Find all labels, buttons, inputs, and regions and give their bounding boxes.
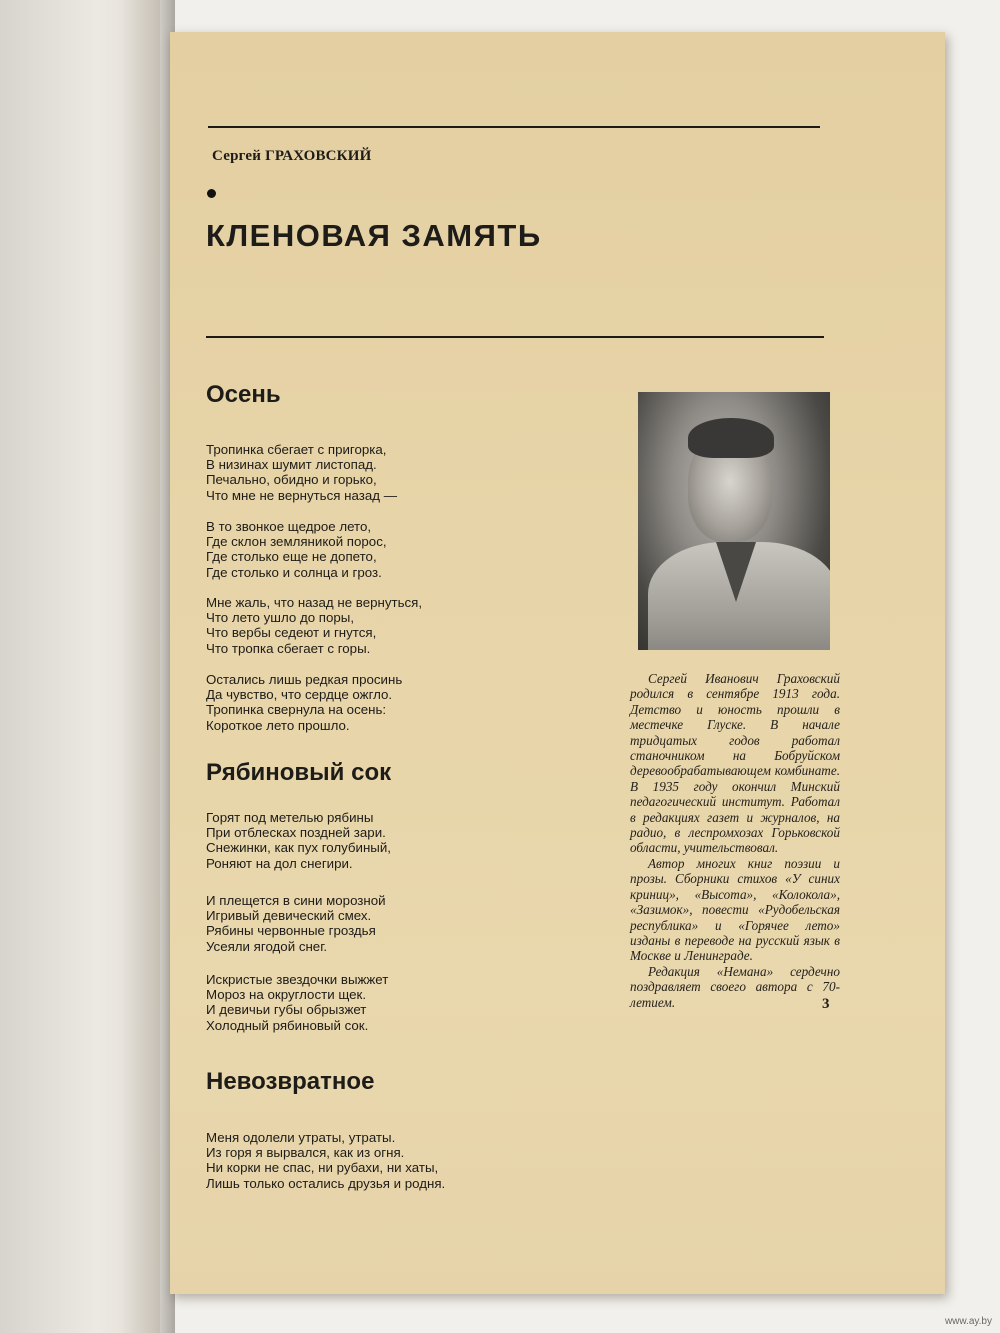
bio-paragraph: Редакция «Немана» сердечно поздравляет своего автора с 70-летием. xyxy=(630,963,840,1010)
poem-title: Осень xyxy=(206,381,281,408)
poem-line: Да чувство, что сердце ожгло. xyxy=(206,687,393,703)
poem-title: Невозвратное xyxy=(206,1068,375,1095)
bullet-icon xyxy=(207,189,216,198)
top-rule xyxy=(208,126,820,128)
poem-line: Тропинка свернула на осень: xyxy=(206,702,387,718)
watermark: www.ay.by xyxy=(944,1316,992,1327)
poem-line: Что мне не вернуться назад — xyxy=(206,487,397,503)
poem-line: Что тропка сбегает с горы. xyxy=(206,640,371,656)
poem-line: Ни корки не спас, ни рубахи, ни хаты, xyxy=(206,1160,439,1176)
poem-line: Печально, обидно и горько, xyxy=(206,472,377,488)
poem-line: При отблесках поздней зари. xyxy=(206,825,386,841)
poem-line: Что лето ушло до поры, xyxy=(206,610,355,626)
stanza xyxy=(206,810,391,871)
poem-line: Короткое лето прошло. xyxy=(206,717,350,733)
portrait-hair xyxy=(688,418,774,458)
poem-line: Роняют на дол снегири. xyxy=(206,855,353,871)
poem-line: Меня одолели утраты, утраты. xyxy=(206,1130,396,1145)
bio-paragraph: Сергей Иванович Граховский родился в сентябре 1913 года. Детство и юность прошли в местечке Глуске. В начале тридцатых годов работал станочником на Бобруйском деревообрабатывающем комбинате. В 1935 году окончил Минский педагогический институт. Работал в редакциях газет и журналов, на радио, в леспромхозах Горьковской области, учительствовал. xyxy=(630,671,840,856)
poem-line: Из горя я вырвался, как из огня. xyxy=(206,1145,405,1161)
poem-line: Где склон земляникой порос, xyxy=(206,534,387,550)
stanza xyxy=(206,595,422,656)
poem-line: Где столько и солнца и гроз. xyxy=(206,564,382,580)
poem-line: Мороз на округлости щек. xyxy=(206,987,367,1003)
author-name: Сергей ГРАХОВСКИЙ xyxy=(212,148,372,164)
stanza xyxy=(206,1130,445,1191)
stanza xyxy=(206,972,388,1033)
poem-line: Снежинки, как пух голубиный, xyxy=(206,840,391,856)
poem-line: Лишь только остались друзья и родня. xyxy=(206,1175,446,1191)
poem-line: Усеяли ягодой снег. xyxy=(206,938,328,954)
poem-line: В то звонкое щедрое лето, xyxy=(206,519,372,534)
magazine-page xyxy=(170,32,945,1294)
poem-line: Холодный рябиновый сок. xyxy=(206,1017,369,1033)
main-title: КЛЕНОВАЯ ЗАМЯТЬ xyxy=(206,218,542,253)
poem-line: Игривый девический смех. xyxy=(206,908,372,924)
poem-line: В низинах шумит листопад. xyxy=(206,457,377,473)
stanza xyxy=(206,893,386,954)
page-stack-shadow xyxy=(120,0,175,1333)
poem-line: Что вербы седеют и гнутся, xyxy=(206,625,377,641)
poem-line: Горят под метелью рябины xyxy=(206,810,374,825)
poem-line: Рябины червонные гроздья xyxy=(206,923,376,939)
stanza xyxy=(206,519,387,580)
stanza xyxy=(206,672,402,733)
poem-line: И девичьи губы обрызжет xyxy=(206,1002,367,1018)
poem-line: Мне жаль, что назад не вернуться, xyxy=(206,595,423,610)
poem-title: Рябиновый сок xyxy=(206,759,392,786)
stanza xyxy=(206,442,397,503)
poem-line: И плещется в сини морозной xyxy=(206,893,386,908)
poem-line: Где столько еще не допето, xyxy=(206,549,377,565)
author-bio xyxy=(630,671,840,1010)
bio-paragraph: Автор многих книг поэзии и прозы. Сборники стихов «У синих криниц», «Высота», «Колокола», «Зазимок», повести «Рудобельская республика» и «Горячее лето» изданы в переводе на русский язык в Москве и Ленинграде. xyxy=(630,855,840,964)
section-rule xyxy=(206,336,824,338)
poem-line: Тропинка сбегает с пригорка, xyxy=(206,442,387,457)
author-portrait xyxy=(638,392,830,650)
poem-line: Остались лишь редкая просинь xyxy=(206,672,403,687)
poem-line: Искристые звездочки выжжет xyxy=(206,972,389,987)
page-number: 3 xyxy=(822,996,830,1012)
